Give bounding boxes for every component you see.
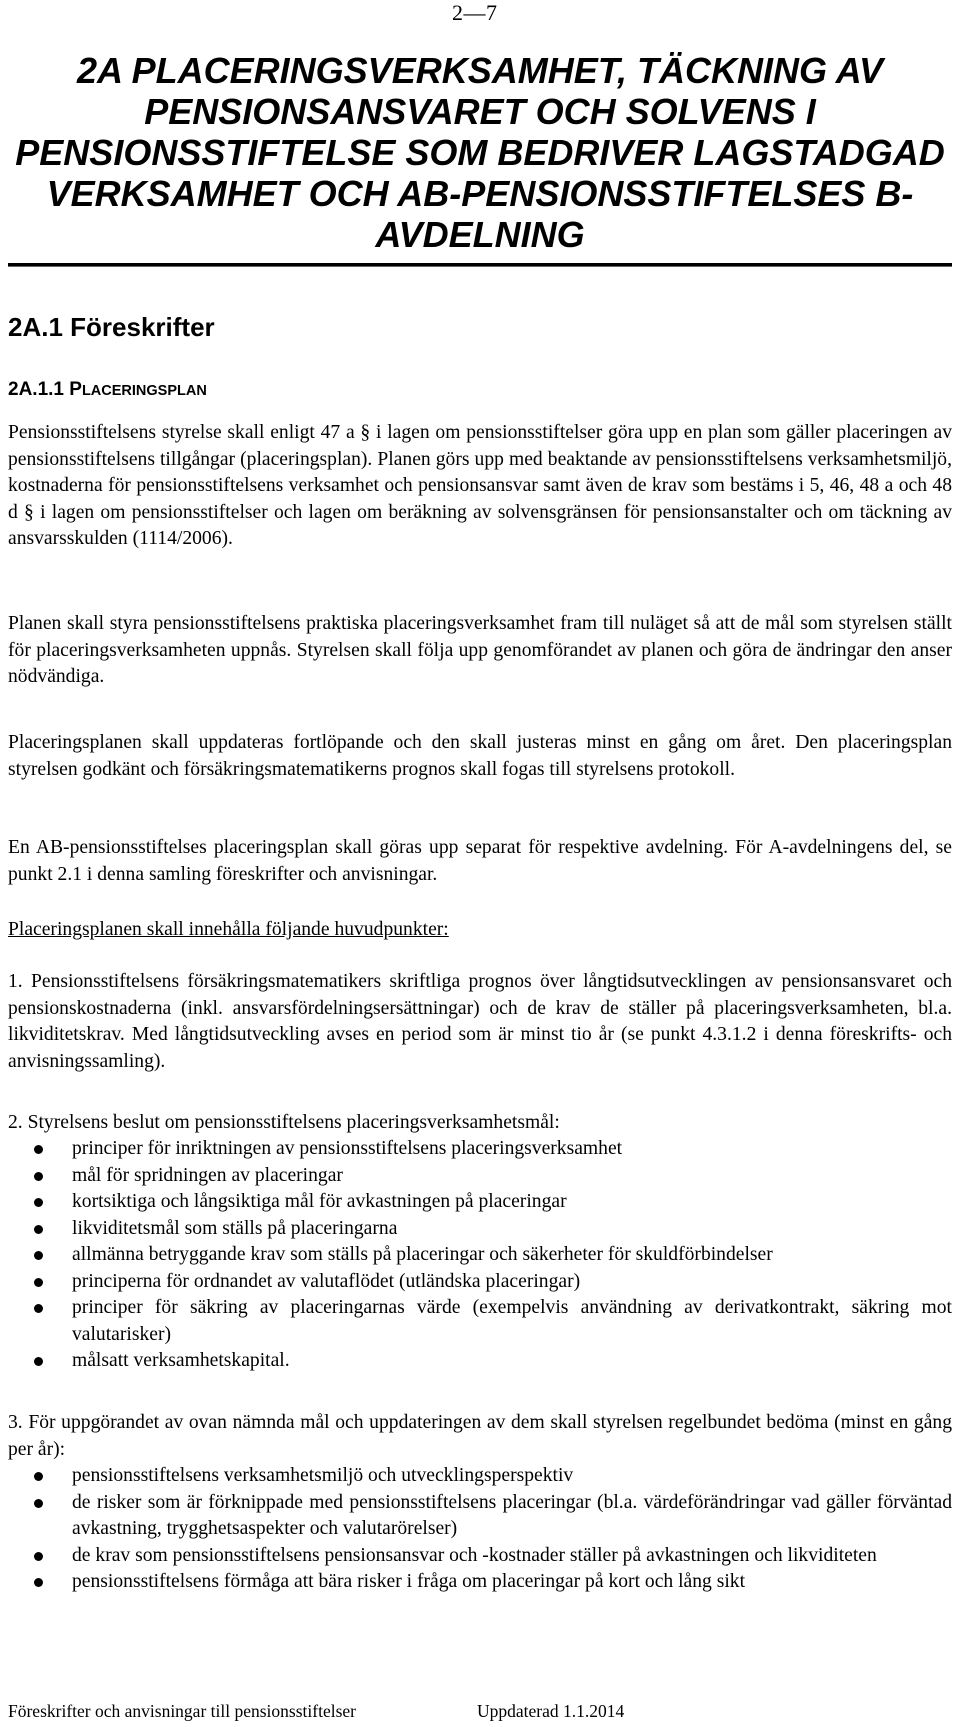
bullet-icon: [34, 1145, 43, 1154]
subsection-title-initial: P: [69, 379, 82, 400]
paragraph-4: En AB-pensionsstiftelses placeringsplan skall göras upp separat för respektive avdelning. För A-avdelningens del, se punkt 2.1 i denna samling föreskrifter och anvisningar.: [8, 837, 952, 885]
bullet-icon: [34, 1225, 43, 1234]
subsection-title-rest: LACERINGSPLAN: [81, 383, 207, 399]
bullet-icon: [34, 1578, 43, 1587]
list-item: likviditetsmål som ställs på placeringarna: [8, 1216, 952, 1243]
list-item: kortsiktiga och långsiktiga mål för avkastningen på placeringar: [8, 1189, 952, 1216]
point-1: 1. Pensionsstiftelsens försäkringsmatematikers skriftliga prognos över långtidsutvecklingen av pensionsansvaret och pensionskostnaderna (inkl. ansvarsfördelningsersättningar) och de krav de ställer på placeringsverksamheten, bl.a. likviditetskrav. Med långtidsutveckling avses en period som är minst tio år (se punkt 4.3.1.2 i denna föreskrifts- och anvisningssamling).: [8, 971, 952, 1072]
list-item: principer för inriktningen av pensionsstiftelsens placeringsverksamhet: [8, 1136, 952, 1163]
list-item: pensionsstiftelsens verksamhetsmiljö och utvecklingsperspektiv: [8, 1463, 952, 1490]
list-item: mål för spridningen av placeringar: [8, 1163, 952, 1190]
list-item: principer för säkring av placeringarnas värde (exempelvis användning av derivatkontrakt, säkring mot valutarisker): [8, 1295, 952, 1348]
section-heading: 2A.1 Föreskrifter: [8, 312, 215, 342]
list-item: de krav som pensionsstiftelsens pensionsansvar och -kostnader ställer på avkastningen och likviditeten: [8, 1543, 952, 1570]
bullet-icon: [34, 1198, 43, 1207]
contents-heading: Placeringsplanen skall innehålla följande huvudpunkter:: [8, 919, 449, 940]
point-3-intro: 3. För uppgörandet av ovan nämnda mål och uppdateringen av dem skall styrelsen regelbundet bedöma (minst en gång per år):: [8, 1412, 952, 1460]
bullet-icon: [34, 1304, 43, 1313]
footer-publication-title: Föreskrifter och anvisningar till pensionsstiftelser: [8, 1701, 356, 1721]
bullet-icon: [34, 1472, 43, 1481]
bullet-icon: [34, 1499, 43, 1508]
subsection-number: 2A.1.1: [8, 379, 64, 400]
list-item: pensionsstiftelsens förmåga att bära risker i fråga om placeringar på kort och lång sikt: [8, 1569, 952, 1596]
list-item: målsatt verksamhetskapital.: [8, 1348, 952, 1375]
paragraph-1: Pensionsstiftelsens styrelse skall enligt 47 a § i lagen om pensionsstiftelser göra upp en plan som gäller placeringen av pensionsstiftelsens tillgångar (placeringsplan). Planen görs upp med beaktande av pensionsstiftelsens verksamhetsmiljö, kostnaderna för pensionsstiftelsens verksamhet och pensionsansvar samt även de krav som bestäms i 5, 46, 48 a och 48 d § i lagen om pensionsstiftelser och lagen om beräkning av solvensgränsen för pensionsanstalter och om täckning av ansvarsskulden (1114/2006).: [8, 422, 952, 549]
list-item: allmänna betryggande krav som ställs på placeringar och säkerheter för skuldförbindelser: [8, 1242, 952, 1269]
title-divider: [8, 263, 952, 267]
bullet-icon: [34, 1552, 43, 1561]
list-item: principerna för ordnandet av valutaflödet (utländska placeringar): [8, 1269, 952, 1296]
subsection-heading: [8, 378, 207, 403]
point-3-list: [8, 1463, 952, 1596]
paragraph-3: Placeringsplanen skall uppdateras fortlöpande och den skall justeras minst en gång om året. Den placeringsplan styrelsen godkänt och försäkringsmatematikerns prognos skall fogas till styrelsens protokoll.: [8, 732, 952, 780]
footer-updated-date: Uppdaterad 1.1.2014: [477, 1701, 625, 1721]
point-2-intro: 2. Styrelsens beslut om pensionsstiftelsens placeringsverksamhetsmål:: [8, 1112, 560, 1133]
bullet-icon: [34, 1278, 43, 1287]
point-2-list: [8, 1136, 952, 1375]
bullet-icon: [34, 1172, 43, 1181]
chapter-title: 2A PLACERINGSVERKSAMHET, TÄCKNING AV PENSIONSANSVARET OCH SOLVENS I PENSIONSSTIFTELSE SOM BEDRIVER LAGSTADGAD VERKSAMHET OCH AB-PENSIONSSTIFTELSES B-AVDELNING: [15, 50, 945, 255]
list-item: de risker som är förknippade med pensionsstiftelsens placeringar (bl.a. värdeförändringar vad gäller förväntad avkastning, trygghetsaspekter och valutarörelser): [8, 1490, 952, 1543]
paragraph-2: Planen skall styra pensionsstiftelsens praktiska placeringsverksamhet fram till nuläget så att de mål som styrelsen ställt för placeringsverksamheten uppnås. Styrelsen skall följa upp genomförandet av planen och göra de ändringar den anser nödvändiga.: [8, 613, 952, 687]
bullet-icon: [34, 1251, 43, 1260]
page-number: 2—7: [452, 0, 498, 25]
bullet-icon: [34, 1357, 43, 1366]
